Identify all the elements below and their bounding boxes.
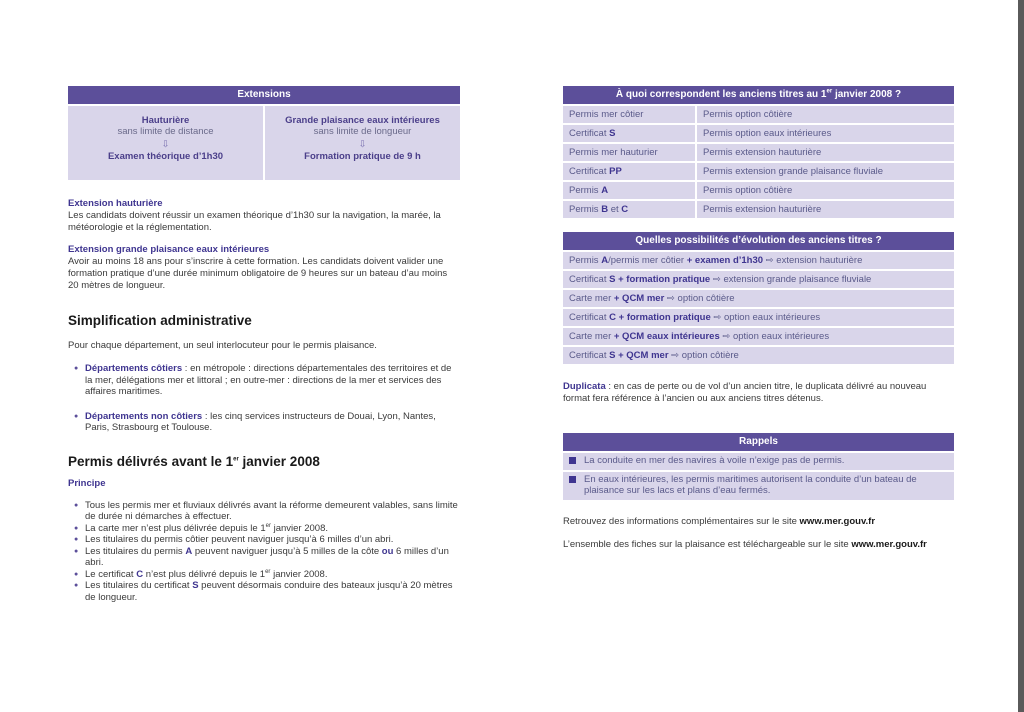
square-bullet-icon	[569, 476, 576, 483]
bullet-text: : en métropole : directions départementales des territoires et de la mer, délégations mer et littoral ; en outre-mer : directions de la mer et services des affaires maritimes.	[85, 363, 452, 397]
table-cell: Permis extension hauturière	[696, 143, 954, 162]
anciens-titres-header: À quoi correspondent les anciens titres au 1er janvier 2008 ?	[563, 86, 954, 104]
list-item: ● Tous les permis mer et fluviaux délivrés avant la réforme demeurent valables, sans limite de durée ni démarches à effectuer.	[68, 500, 460, 523]
permis-title: Permis délivrés avant le 1er janvier 2008	[68, 453, 320, 469]
simplification-intro: Pour chaque département, un seul interlocuteur pour le permis plaisance.	[68, 340, 377, 351]
extensions-header: Extensions	[68, 86, 460, 104]
table-cell: Carte mer + QCM mer ⇨ option côtière	[563, 289, 954, 308]
ext-col1-subtitle: sans limite de distance	[117, 126, 214, 137]
ext-hauturiere-title: Extension hauturière	[68, 198, 163, 209]
evolution-header: Quelles possibilités d’évolution des anciens titres ?	[563, 232, 954, 250]
table-cell: Permis extension grande plaisance fluviale	[696, 162, 954, 181]
right-column	[563, 86, 954, 551]
rappels-header: Rappels	[563, 433, 954, 451]
table-cell: Permis mer hauturier	[563, 143, 696, 162]
table-row	[563, 346, 954, 365]
list-item: ● Les titulaires du permis A peuvent naviguer jusqu’à 5 milles de la côte ou 6 milles d’un abri.	[68, 546, 460, 569]
ext-col2-title: Grande plaisance eaux intérieures	[285, 115, 440, 126]
simplification-title: Simplification administrative	[68, 313, 252, 328]
bullet-text: : les cinq services instructeurs de Douai, Lyon, Nantes, Paris, Strasbourg et Toulouse.	[85, 410, 436, 433]
list-item: ● Les titulaires du certificat S peuvent désormais conduire des bateaux jusqu’à 20 mètres de longueur.	[68, 580, 460, 603]
table-cell: Certificat S + QCM mer ⇨ option côtière	[563, 346, 954, 365]
simplification-list	[68, 363, 460, 434]
list-item	[68, 411, 460, 434]
ext-col1-title: Hauturière	[141, 115, 190, 126]
table-row	[563, 308, 954, 327]
table-cell: Certificat S	[563, 124, 696, 143]
table-row	[563, 289, 954, 308]
evolution-table	[563, 252, 954, 366]
permis-list	[68, 500, 460, 604]
arrow-down-icon: ⇩	[358, 139, 367, 150]
square-bullet-icon	[569, 457, 576, 464]
ext-col2-result: Formation pratique de 9 h	[304, 151, 421, 162]
table-cell: Permis extension hauturière	[696, 200, 954, 219]
principe-title: Principe	[68, 477, 106, 489]
rappel-item: La conduite en mer des navires à voile n’exige pas de permis.	[563, 453, 954, 470]
table-cell: Permis option eaux intérieures	[696, 124, 954, 143]
table-cell: Certificat C + formation pratique ⇨ option eaux intérieures	[563, 308, 954, 327]
ext-grande-title: Extension grande plaisance eaux intérieures	[68, 244, 270, 255]
table-cell: Permis A/permis mer côtier + examen d’1h30 ⇨ extension hauturière	[563, 252, 954, 270]
extension-cell-grande-plaisance	[263, 106, 460, 180]
table-row	[563, 270, 954, 289]
rappel-item: En eaux intérieures, les permis maritimes autorisent la conduite d’un bateau de plaisance sur les lacs et plans d’eau fermés.	[563, 472, 954, 500]
duplicata-paragraph: Duplicata : en cas de perte ou de vol d’un ancien titre, le duplicata délivré au nouveau format fera référence à l’ancien ou aux anciens titres détenus.	[563, 381, 927, 404]
bullet-label: Départements non côtiers	[85, 410, 203, 422]
table-row	[563, 252, 954, 270]
table-cell: Permis mer côtier	[563, 106, 696, 124]
anciens-titres-table	[563, 106, 954, 220]
table-cell: Permis A	[563, 181, 696, 200]
ext-grande-text: Avoir au moins 18 ans pour s’inscrire à cette formation. Les candidats doivent valider une formation pratique d’une durée minimum obligatoire de 9 heures sur un bateau d’au moins 20 mètres de longueur.	[68, 256, 448, 291]
table-cell: Permis option côtière	[696, 181, 954, 200]
extensions-table	[68, 106, 460, 180]
extension-cell-hauturiere	[68, 106, 263, 180]
list-item: ● La carte mer n’est plus délivrée depuis le 1er janvier 2008.	[68, 523, 460, 535]
footer-line-1: Retrouvez des informations complémentaires sur le site www.mer.gouv.fr	[563, 515, 876, 527]
table-row	[563, 200, 954, 219]
table-cell: Permis option côtière	[696, 106, 954, 124]
table-cell: Certificat PP	[563, 162, 696, 181]
ext-col2-subtitle: sans limite de longueur	[313, 126, 412, 137]
bullet-label: Départements côtiers	[85, 363, 183, 374]
table-row	[563, 143, 954, 162]
ext-col1-result: Examen théorique d’1h30	[107, 151, 224, 162]
left-column	[68, 86, 460, 603]
table-row	[563, 181, 954, 200]
website-link[interactable]: www.mer.gouv.fr	[799, 515, 876, 527]
footer-line-2: L’ensemble des fiches sur la plaisance est téléchargeable sur le site www.mer.gouv.fr	[563, 538, 927, 550]
table-row	[563, 162, 954, 181]
page-edge	[1018, 0, 1024, 712]
list-item: ● Les titulaires du permis côtier peuvent naviguer jusqu’à 6 milles d’un abri.	[68, 534, 460, 546]
ext-hauturiere-text: Les candidats doivent réussir un examen théorique d’1h30 sur la navigation, la marée, la météorologie et la réglementation.	[68, 210, 441, 233]
table-cell: Carte mer + QCM eaux intérieures ⇨ option eaux intérieures	[563, 327, 954, 346]
list-item: ● Le certificat C n’est plus délivré depuis le 1er janvier 2008.	[68, 569, 460, 581]
website-link[interactable]: www.mer.gouv.fr	[851, 538, 927, 550]
list-item	[68, 363, 460, 398]
table-row	[563, 327, 954, 346]
table-cell: Certificat S + formation pratique ⇨ extension grande plaisance fluviale	[563, 270, 954, 289]
arrow-down-icon: ⇩	[161, 139, 170, 150]
table-row	[563, 124, 954, 143]
table-cell: Permis B et C	[563, 200, 696, 219]
table-row	[563, 106, 954, 124]
